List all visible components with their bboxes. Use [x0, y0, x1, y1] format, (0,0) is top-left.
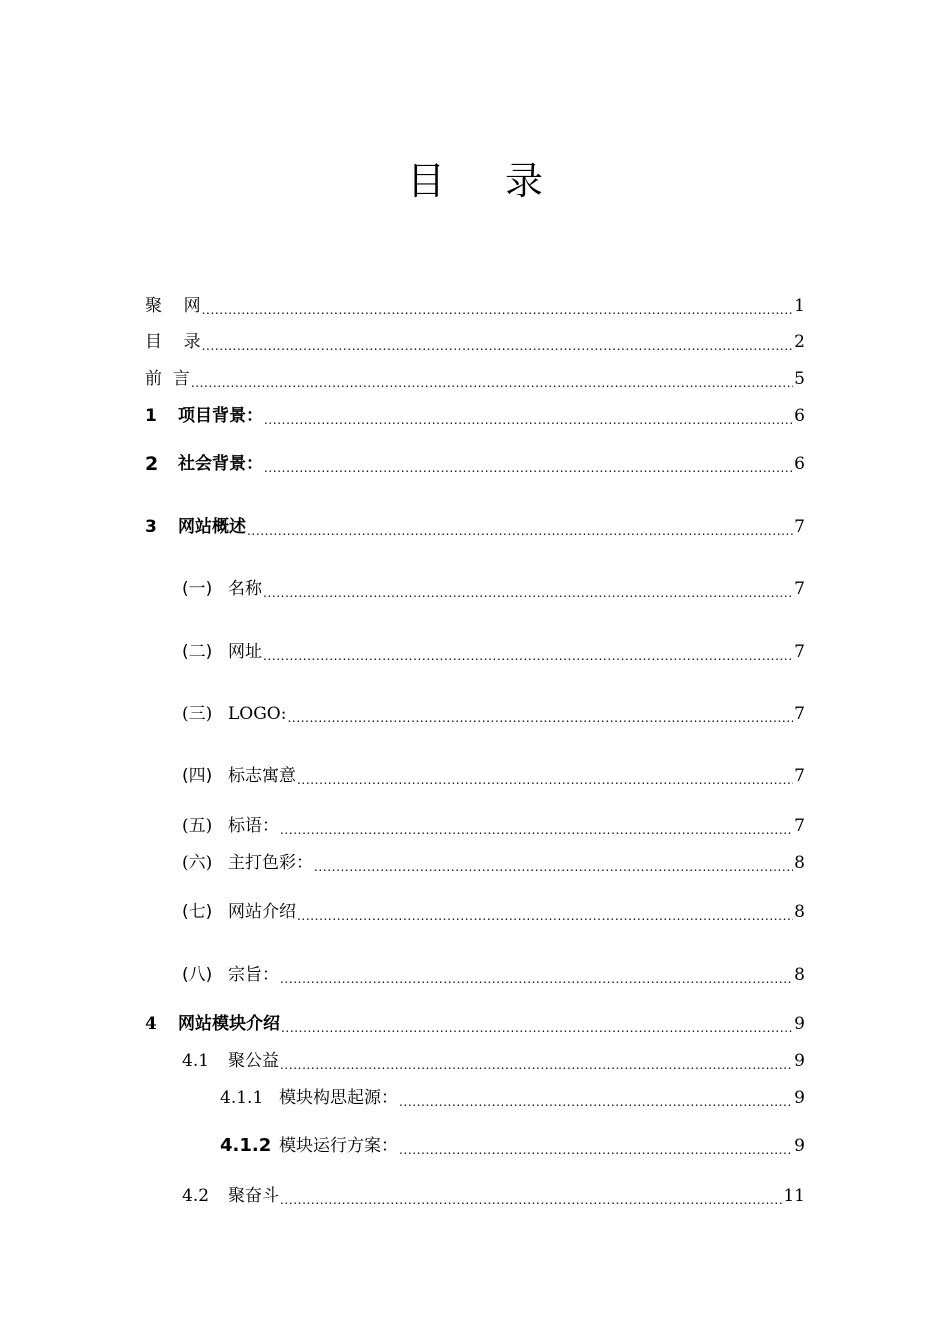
- toc-entry-page: 6: [794, 454, 805, 474]
- toc-entry: [182, 578, 805, 600]
- toc-entry: [182, 641, 805, 663]
- toc-entry-label: 名称: [228, 579, 262, 599]
- toc-entry-number: (三): [182, 704, 213, 724]
- toc-entry-label: 模块运行方案：: [279, 1136, 398, 1156]
- toc-entry-label: 标志寓意: [228, 766, 296, 786]
- toc-entry-label: 社会背景：: [178, 454, 263, 474]
- toc-entry-number: (五): [182, 816, 213, 836]
- toc-entry-number: 2: [145, 453, 159, 475]
- toc-leader-dots: [191, 376, 793, 390]
- toc-entry-label: 网站模块介绍: [178, 1014, 280, 1034]
- toc-entry-number: 3: [145, 517, 157, 537]
- toc-entry-label: 前 言: [145, 369, 190, 389]
- toc-entry-number: (七): [182, 902, 213, 922]
- toc-entry: [145, 516, 805, 538]
- toc-entry-label: 目 录: [145, 332, 201, 352]
- toc-entry: [145, 1013, 805, 1035]
- toc-entry-number: 4.1: [182, 1051, 210, 1071]
- toc-leader-dots: [263, 586, 793, 600]
- toc-entry-page: 7: [794, 642, 805, 662]
- toc-entry-label: 聚 网: [145, 296, 201, 316]
- toc-leader-dots: [202, 303, 794, 317]
- toc-entry-page: 11: [783, 1186, 805, 1206]
- toc-entry: [220, 1087, 805, 1109]
- toc-entry-page: 7: [794, 816, 805, 836]
- toc-leader-dots: [297, 909, 793, 923]
- toc-entry: [145, 331, 805, 353]
- toc-entry-page: 7: [794, 579, 805, 599]
- toc-leader-dots: [287, 711, 793, 725]
- toc-entry-page: 9: [794, 1136, 805, 1156]
- toc-entry: [182, 815, 805, 837]
- toc-entry-label: 主打色彩：: [228, 853, 313, 873]
- toc-entry-number: 4: [145, 1014, 157, 1034]
- toc-entry: [220, 1135, 805, 1157]
- toc-entry-label: 网址: [228, 642, 262, 662]
- toc-entry-page: 8: [794, 965, 805, 985]
- toc-entry: [145, 368, 805, 390]
- toc-entry-number: (四): [182, 766, 213, 786]
- toc-leader-dots: [263, 649, 793, 663]
- toc-entry: [145, 405, 805, 427]
- toc-entry-label: 标语：: [228, 816, 279, 836]
- toc-entry-page: 1: [794, 296, 805, 316]
- toc-entry-number: 1: [145, 406, 157, 426]
- toc-entry-label: 网站介绍: [228, 902, 296, 922]
- toc-entry-label: LOGO:: [228, 704, 287, 724]
- toc-entry: [182, 1050, 805, 1072]
- toc-leader-dots: [247, 524, 793, 538]
- toc-entry-number: (八): [182, 965, 213, 985]
- toc-leader-dots: [280, 823, 793, 837]
- toc-leader-dots: [280, 972, 793, 986]
- toc-entry-label: 聚公益: [228, 1051, 279, 1071]
- toc-leader-dots: [280, 1193, 782, 1207]
- toc-leader-dots: [399, 1143, 793, 1157]
- toc-entry-page: 7: [794, 766, 805, 786]
- toc-leader-dots: [281, 1021, 793, 1035]
- toc-entry-label: 宗旨：: [228, 965, 279, 985]
- toc-entry-number: 4.1.2: [220, 1135, 272, 1156]
- toc-entry-label: 网站概述: [178, 517, 246, 537]
- page-title: 目 录: [406, 159, 568, 203]
- toc-entry-label: 模块构思起源：: [279, 1088, 398, 1108]
- toc-entry-number: (一): [182, 579, 213, 599]
- toc-entry: [145, 295, 805, 317]
- toc-entry-number: 4.2: [182, 1186, 210, 1206]
- toc-leader-dots: [264, 461, 793, 475]
- toc-entry: [182, 901, 805, 923]
- toc-entry-page: 9: [794, 1088, 805, 1108]
- toc-entry: [145, 453, 805, 475]
- toc-entry-page: 5: [794, 369, 805, 389]
- toc-leader-dots: [264, 413, 793, 427]
- toc-entry-number: (六): [182, 853, 213, 873]
- toc-entry: [182, 703, 805, 725]
- toc-entry: [182, 1185, 805, 1207]
- toc-leader-dots: [399, 1095, 793, 1109]
- toc-leader-dots: [202, 339, 794, 353]
- toc-entry-number: 4.1.1: [220, 1088, 264, 1108]
- toc-leader-dots: [314, 860, 793, 874]
- toc-entry-page: 9: [794, 1051, 805, 1071]
- toc-leader-dots: [280, 1058, 793, 1072]
- toc-entry-page: 7: [794, 704, 805, 724]
- toc-entry-page: 9: [794, 1014, 805, 1034]
- toc-entry-page: 7: [794, 517, 805, 537]
- toc-entry: [182, 765, 805, 787]
- toc-entry-page: 6: [794, 406, 805, 426]
- toc-entry-number: (二): [182, 642, 213, 662]
- toc-entry-page: 8: [794, 902, 805, 922]
- toc-leader-dots: [297, 773, 793, 787]
- toc-entry-page: 8: [794, 853, 805, 873]
- toc-entry-page: 2: [794, 332, 805, 352]
- toc-entry-label: 聚奋斗: [228, 1186, 279, 1206]
- toc-entry: [182, 964, 805, 986]
- toc-entry-label: 项目背景：: [178, 406, 263, 426]
- toc-entry: [182, 852, 805, 874]
